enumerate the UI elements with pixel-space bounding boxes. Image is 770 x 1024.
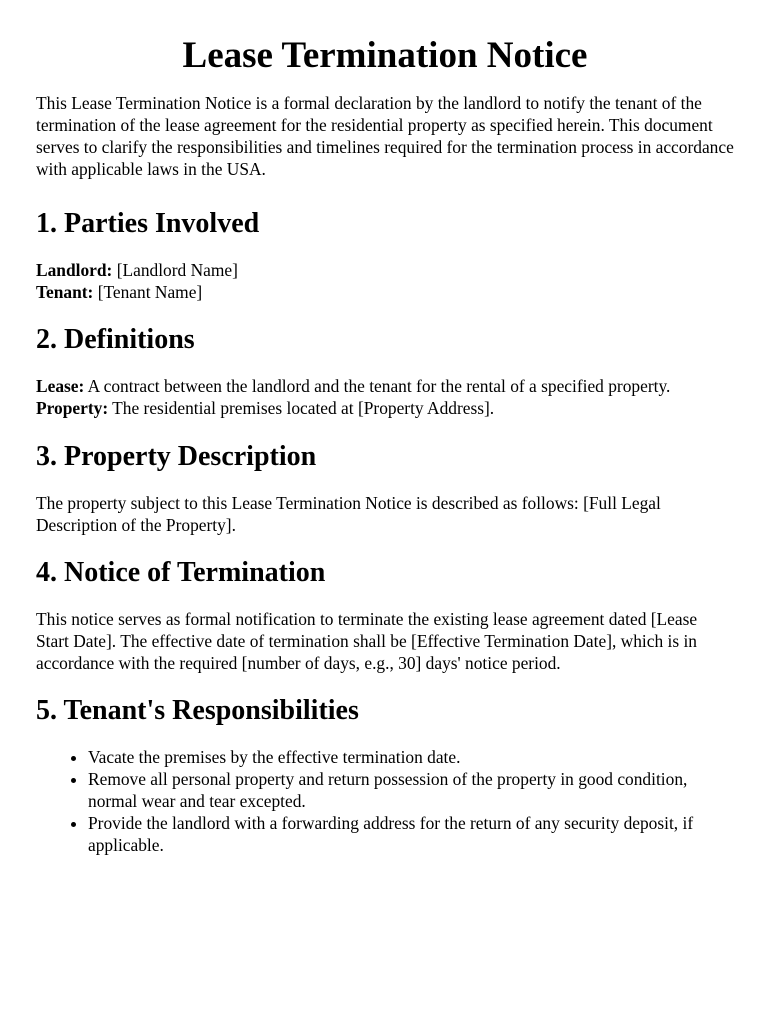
lease-label: Lease: [36,376,85,396]
section-heading-parties: 1. Parties Involved [36,208,260,239]
landlord-label: Landlord: [36,260,113,280]
document-title: Lease Termination Notice [182,35,588,76]
notice-text: This notice serves as formal notification to terminate the existing lease agreement dated [Lease Start Date]. The effective date of termination shall be [Effective Termination Date], which is in accordance with the required [number of days, e.g., 30] days' notice period. [36,609,698,673]
section-property-description [36,440,734,536]
list-item: • Vacate the premises by the effective termination date. [88,746,734,768]
lease-definition [36,375,734,397]
property-description-text: The property subject to this Lease Termination Notice is described as follows: [Full Legal Description of the Property]. [36,493,661,535]
property-definition [36,397,734,419]
section-definitions [36,323,734,419]
responsibilities-list [36,746,734,856]
section-heading-definitions: 2. Definitions [36,324,195,355]
intro-paragraph: This Lease Termination Notice is a formal declaration by the landlord to notify the tenant of the termination of the lease agreement for the residential property as specified herein. This document serves to clarify the responsibilities and timelines required for the termination process in accordance with applicable laws in the USA. [36,93,734,179]
section-heading-property-description: 3. Property Description [36,441,317,472]
section-notice [36,556,734,674]
landlord-value: [Landlord Name] [112,260,238,280]
tenant-value: [Tenant Name] [93,282,203,302]
property-value: The residential premises located at [Property Address]. [108,398,495,418]
property-label: Property: [36,398,109,418]
tenant-line [36,281,734,303]
list-item: • Remove all personal property and return possession of the property in good condition, normal wear and tear excepted. [88,768,734,812]
list-item: • Provide the landlord with a forwarding address for the return of any security deposit, if applicable. [88,812,734,856]
landlord-line [36,259,734,281]
section-heading-responsibilities: 5. Tenant's Responsibilities [36,695,359,726]
section-heading-notice: 4. Notice of Termination [36,557,326,588]
section-responsibilities [36,694,734,856]
tenant-label: Tenant: [36,282,94,302]
lease-value: A contract between the landlord and the tenant for the rental of a specified property. [84,376,671,396]
section-parties [36,207,734,303]
